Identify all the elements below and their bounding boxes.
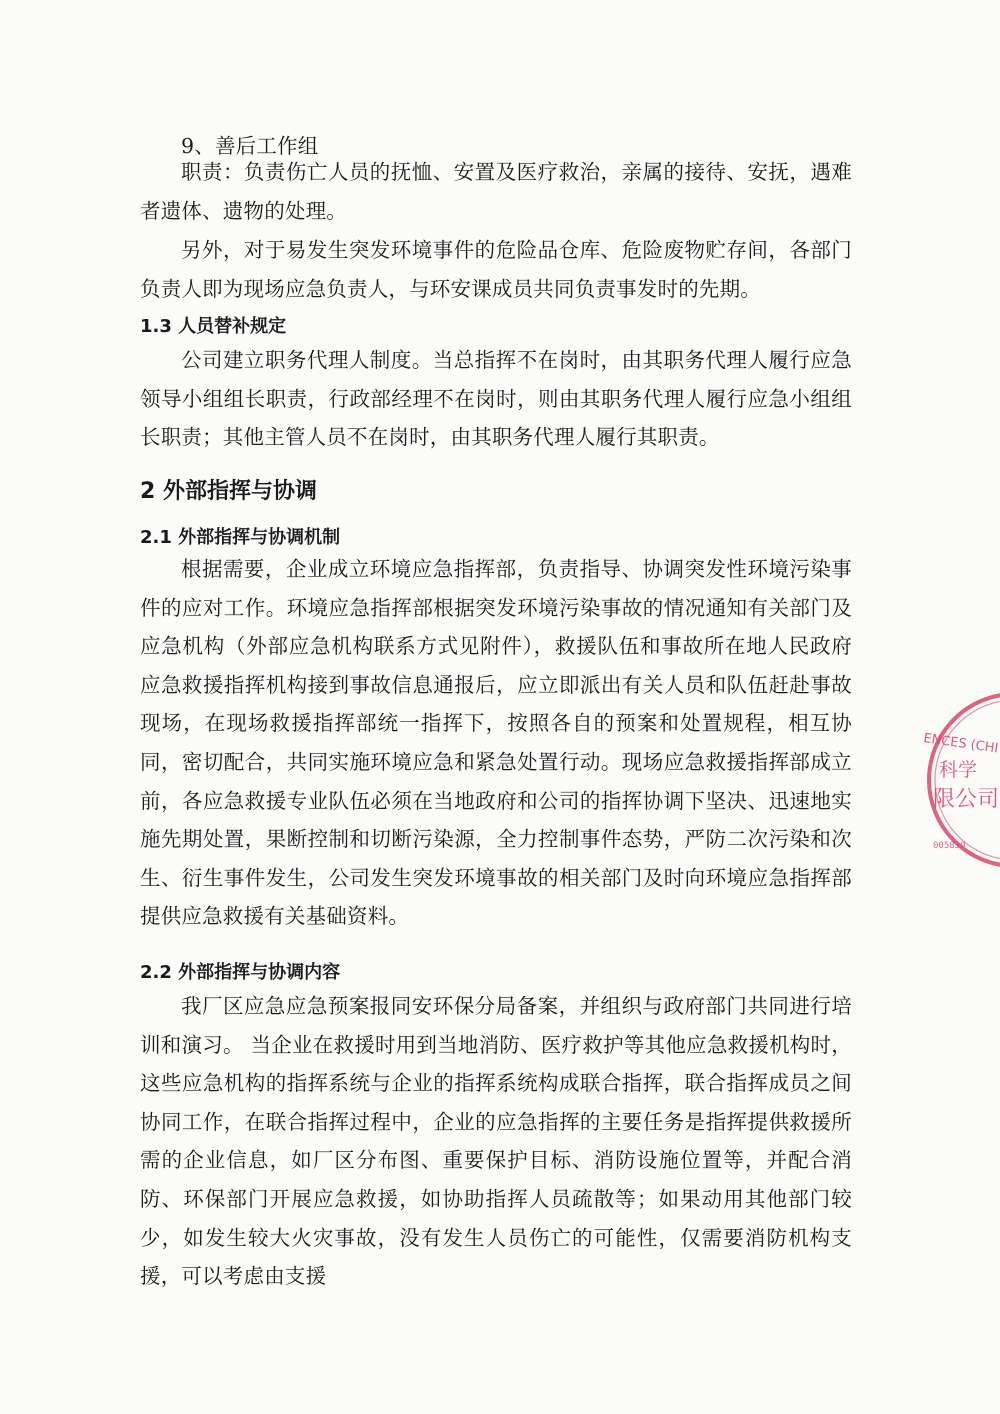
company-seal bbox=[895, 690, 1000, 870]
additional-paragraph: 另外，对于易发生突发环境事件的危险品仓库、危险废物贮存间，各部门负责人即为现场应急负责人，与环安课成员共同负责事发时的先期。 bbox=[140, 238, 852, 301]
heading-2-2: 2.2 外部指挥与协调内容 bbox=[140, 962, 341, 983]
heading-2: 2 外部指挥与协调 bbox=[140, 479, 317, 504]
seal-number: 005839 bbox=[933, 841, 966, 851]
heading-2-1: 2.1 外部指挥与协调机制 bbox=[140, 527, 341, 548]
paragraph-2-1: 根据需要，企业成立环境应急指挥部，负责指导、协调突发性环境污染事件的应对工作。环境应急指挥部根据突发环境污染事故的情况通知有关部门及应急机构（外部应急机构联系方式见附件），救援队伍和事故所在地人民政府应急救援指挥机构接到事故信息通报后，应立即派出有关人员和队伍赶赴事故现场，在现场救援指挥部统一指挥下，按照各自的预案和处置规程，相互协同，密切配合，共同实施环境应急和紧急处置行动。现场应急救援指挥部成立前，各应急救援专业队伍必须在当地政府和公司的指挥协调下坚决、迅速地实施先期处置，果断控制和切断污染源，全力控制事件态势，严防二次污染和次生、衍生事件发生，公司发生突发环境事故的相关部门及时向环境应急指挥部提供应急救援有关基础资料。 bbox=[140, 557, 852, 929]
item9-title: 9、善后工作组 bbox=[181, 134, 319, 158]
seal-text-mid: 科学 bbox=[939, 759, 978, 781]
seal-text-top: ENCES (CHI bbox=[922, 731, 1000, 757]
paragraph-1-3: 公司建立职务代理人制度。当总指挥不在岗时，由其职务代理人履行应急领导小组组长职责，行政部经理不在岗时，则由其职务代理人履行应急小组组长职责；其他主管人员不在岗时，由其职务代理人履行其职责。 bbox=[140, 348, 852, 450]
heading-1-3: 1.3 人员替补规定 bbox=[140, 316, 287, 337]
item9-body: 职责：负责伤亡人员的抚恤、安置及医疗救治，亲属的接待、安抚，遇难者遗体、遗物的处理。 bbox=[140, 160, 852, 223]
seal-text-bottom: 限公司 bbox=[933, 787, 1000, 812]
paragraph-2-2: 我厂区应急应急预案报同安环保分局备案，并组织与政府部门共同进行培训和演习。 当企业在救援时用到当地消防、医疗救护等其他应急救援机构时，这些应急机构的指挥系统与企业的指挥系统构成联合指挥，联合指挥成员之间协同工作，在联合指挥过程中，企业的应急指挥的主要任务是指挥提供救援所需的企业信息，如厂区分布图、重要保护目标、消防设施位置等，并配合消防、环保部门开展应急救援，如协助指挥人员疏散等；如果动用其他部门较少，如发生较大火灾事故，没有发生人员伤亡的可能性，仅需要消防机构支援，可以考虑由支援 bbox=[140, 994, 852, 1289]
